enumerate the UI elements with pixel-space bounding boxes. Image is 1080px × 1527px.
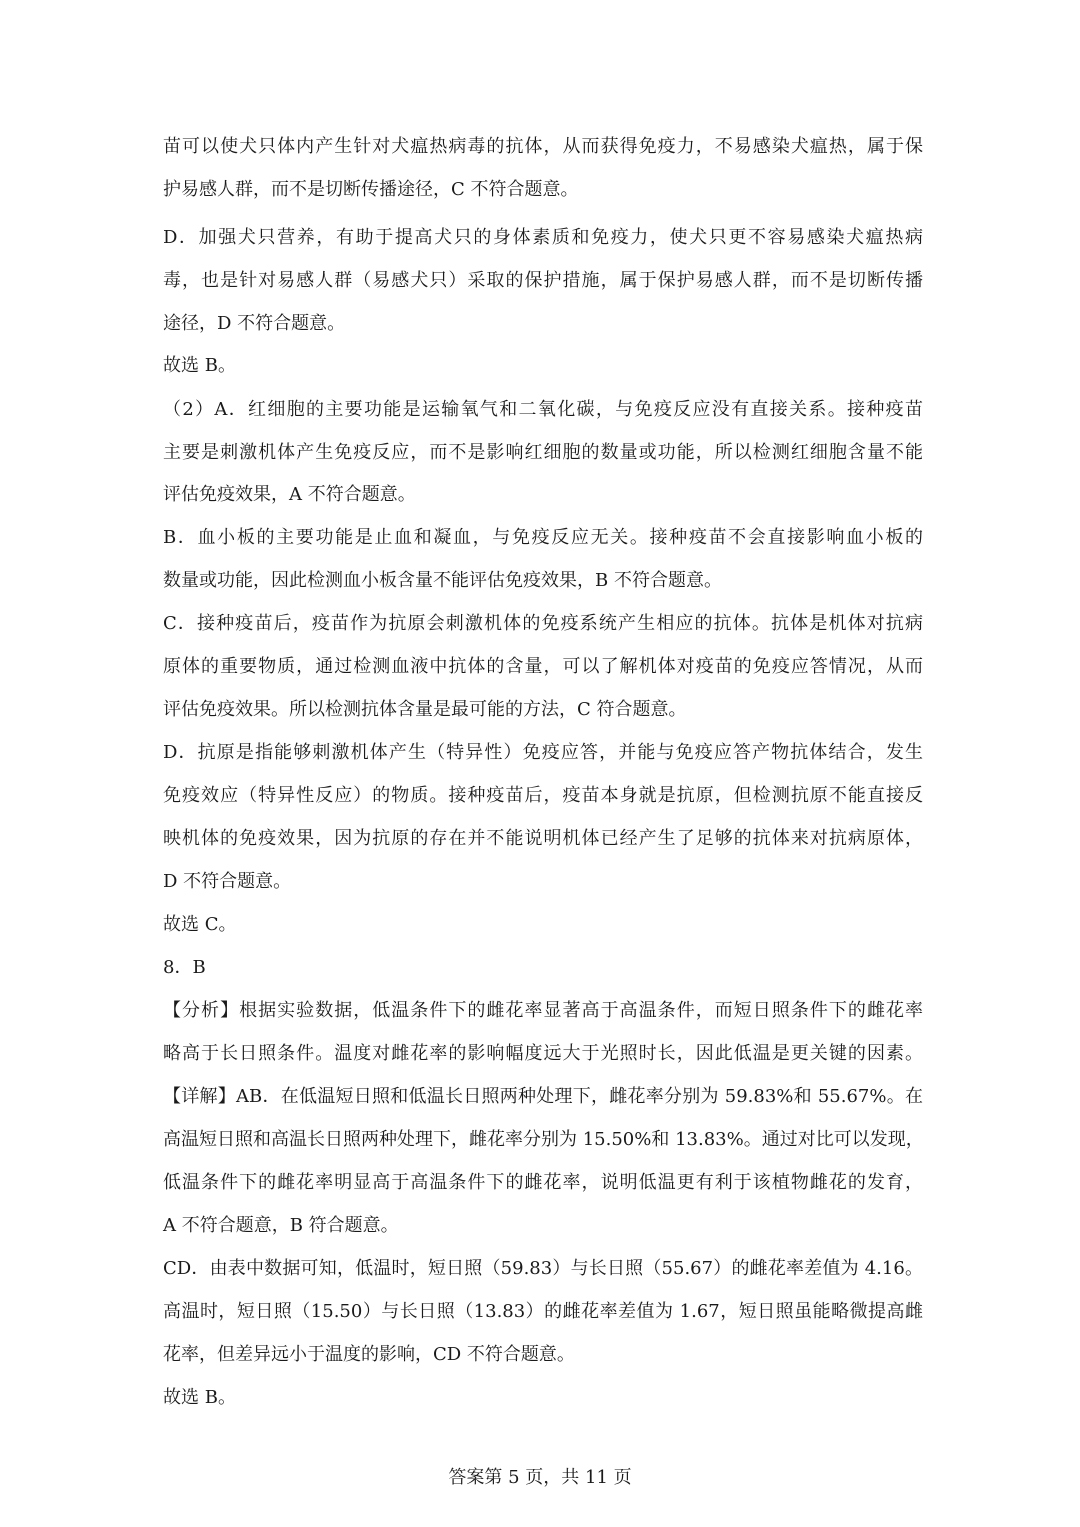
text-line: 略高于长日照条件。温度对雌花率的影响幅度远大于光照时长，因此低温是更关键的因素。 bbox=[163, 1043, 923, 1064]
analysis-line: 【分析】根据实验数据，低温条件下的雌花率显著高于高温条件，而短日照条件下的雌花率 bbox=[163, 1000, 923, 1021]
text-line: （2）A．红细胞的主要功能是运输氧气和二氧化碳，与免疫反应没有直接关系。接种疫苗 bbox=[163, 399, 923, 420]
text-line: 高温短日照和高温长日照两种处理下，雌花率分别为 15.50%和 13.83%。通过对比可以发现， bbox=[163, 1129, 924, 1150]
text-line: 免疫效应（特异性反应）的物质。接种疫苗后，疫苗本身就是抗原，但检测抗原不能直接反 bbox=[163, 785, 923, 806]
text-line: 故选 B。 bbox=[163, 355, 236, 376]
question-number: 8．B bbox=[163, 957, 206, 978]
text-line: 主要是刺激机体产生免疫反应，而不是影响红细胞的数量或功能，所以检测红细胞含量不能 bbox=[163, 442, 923, 463]
text-line: 毒，也是针对易感人群（易感犬只）采取的保护措施，属于保护易感人群，而不是切断传播 bbox=[163, 270, 923, 291]
text-line: D．加强犬只营养，有助于提高犬只的身体素质和免疫力，使犬只更不容易感染犬瘟热病 bbox=[163, 227, 923, 248]
text-line: 原体的重要物质，通过检测血液中抗体的含量，可以了解机体对疫苗的免疫应答情况，从而 bbox=[163, 656, 923, 677]
text-line: C．接种疫苗后，疫苗作为抗原会刺激机体的免疫系统产生相应的抗体。抗体是机体对抗病 bbox=[163, 613, 923, 634]
text-line: D 不符合题意。 bbox=[163, 871, 292, 892]
text-line: B．血小板的主要功能是止血和凝血，与免疫反应无关。接种疫苗不会直接影响血小板的 bbox=[163, 527, 923, 548]
text-line: 高温时，短日照（15.50）与长日照（13.83）的雌花率差值为 1.67，短日照虽能略微提高雌 bbox=[163, 1301, 923, 1322]
text-line: 护易感人群，而不是切断传播途径，C 不符合题意。 bbox=[163, 179, 579, 200]
text-line: D．抗原是指能够刺激机体产生（特异性）免疫应答，并能与免疫应答产物抗体结合，发生 bbox=[163, 742, 923, 763]
text-line: CD．由表中数据可知，低温时，短日照（59.83）与长日照（55.67）的雌花率差值为 4.16。 bbox=[163, 1258, 923, 1279]
text-line: 评估免疫效果，A 不符合题意。 bbox=[163, 484, 416, 505]
text-line: A 不符合题意，B 符合题意。 bbox=[163, 1215, 399, 1236]
text-line: 低温条件下的雌花率明显高于高温条件下的雌花率，说明低温更有利于该植物雌花的发育， bbox=[163, 1172, 923, 1193]
text-line: 故选 B。 bbox=[163, 1387, 236, 1408]
text-line: 评估免疫效果。所以检测抗体含量是最可能的方法，C 符合题意。 bbox=[163, 699, 687, 720]
text-line: 花率，但差异远小于温度的影响，CD 不符合题意。 bbox=[163, 1344, 575, 1365]
text-line: 故选 C。 bbox=[163, 914, 237, 935]
text-line: 数量或功能，因此检测血小板含量不能评估免疫效果，B 不符合题意。 bbox=[163, 570, 722, 591]
explanation-line: 【详解】AB．在低温短日照和低温长日照两种处理下，雌花率分别为 59.83%和 55.67%。在 bbox=[163, 1086, 923, 1107]
text-line: 映机体的免疫效果，因为抗原的存在并不能说明机体已经产生了足够的抗体来对抗病原体， bbox=[163, 828, 923, 849]
text-line: 苗可以使犬只体内产生针对犬瘟热病毒的抗体，从而获得免疫力，不易感染犬瘟热，属于保 bbox=[163, 136, 923, 157]
text-line: 途径，D 不符合题意。 bbox=[163, 313, 346, 334]
page-footer: 答案第 5 页，共 11 页 bbox=[448, 1467, 632, 1488]
